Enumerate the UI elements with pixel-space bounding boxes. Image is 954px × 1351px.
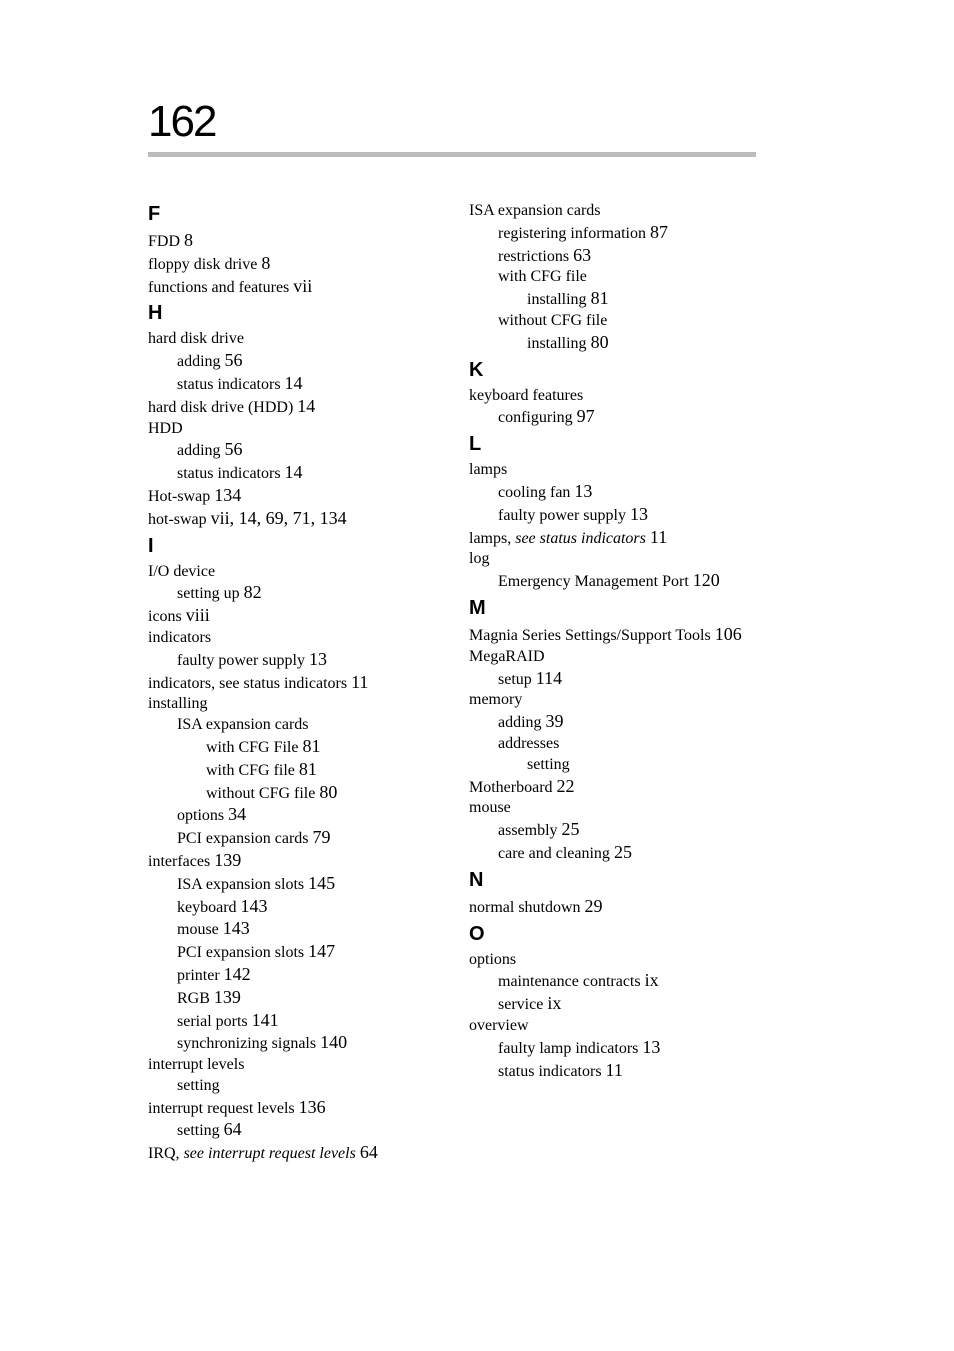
entry-page-ref: vii, 14, 69, 71, 134 bbox=[210, 507, 347, 528]
entry-page-ref: 14 bbox=[284, 372, 303, 393]
entry-page-ref: 80 bbox=[319, 781, 338, 802]
index-entry bbox=[469, 406, 769, 429]
index-entry bbox=[148, 350, 448, 373]
index-entry bbox=[469, 460, 769, 481]
index-entry bbox=[148, 276, 448, 299]
index-entry bbox=[148, 230, 448, 253]
entry-term: lamps bbox=[469, 461, 508, 479]
entry-page-ref: 143 bbox=[222, 918, 250, 939]
index-entry bbox=[148, 941, 448, 964]
entry-term: printer bbox=[177, 966, 220, 984]
entry-term: installing bbox=[527, 334, 587, 352]
entry-term: setting bbox=[527, 755, 570, 773]
entry-term: configuring bbox=[498, 409, 573, 427]
index-entry bbox=[469, 950, 769, 971]
entry-page-ref: 120 bbox=[692, 570, 720, 591]
index-entry bbox=[469, 970, 769, 993]
index-entry bbox=[469, 624, 769, 647]
index-entry bbox=[148, 605, 448, 628]
index-entry bbox=[469, 504, 769, 527]
section-letter-m: M bbox=[469, 596, 486, 619]
entry-term: interrupt request levels bbox=[148, 1099, 295, 1117]
entry-term: normal shutdown bbox=[469, 898, 581, 916]
entry-term: options bbox=[177, 807, 225, 825]
entry-page-ref: 25 bbox=[561, 819, 580, 840]
entry-term: serial ports bbox=[177, 1012, 248, 1030]
entry-page-ref: 14 bbox=[297, 395, 316, 416]
index-entry bbox=[469, 711, 769, 734]
section-letter-o: O bbox=[469, 922, 485, 945]
entry-term: interfaces bbox=[148, 852, 211, 870]
entry-term: hard disk drive (HDD) bbox=[148, 398, 294, 416]
index-entry bbox=[148, 628, 448, 649]
entry-page-ref: 8 bbox=[261, 252, 271, 273]
index-entry bbox=[148, 508, 448, 531]
entry-page-ref: 142 bbox=[223, 963, 251, 984]
entry-page-ref: 136 bbox=[298, 1096, 326, 1117]
entry-page-ref: 114 bbox=[535, 667, 563, 688]
entry-term: functions and features bbox=[148, 278, 290, 296]
entry-term: faulty power supply bbox=[177, 651, 305, 669]
entry-page-ref: vii bbox=[293, 275, 313, 296]
entry-term: adding bbox=[498, 714, 542, 732]
entry-page-ref: 139 bbox=[214, 849, 242, 870]
entry-page-ref: 87 bbox=[649, 221, 668, 242]
entry-page-ref: 14 bbox=[284, 462, 303, 483]
index-entry bbox=[469, 896, 769, 919]
entry-term: setting up bbox=[177, 585, 240, 603]
entry-term: registering information bbox=[498, 224, 646, 242]
index-entry bbox=[148, 672, 448, 695]
index-entry bbox=[148, 850, 448, 873]
entry-term: installing bbox=[527, 291, 587, 309]
entry-page-ref: 97 bbox=[576, 406, 595, 427]
entry-page-ref: 13 bbox=[308, 648, 327, 669]
entry-term: PCI expansion cards bbox=[177, 830, 309, 848]
index-entry bbox=[469, 332, 769, 355]
entry-term: memory bbox=[469, 691, 523, 709]
index-entry bbox=[148, 736, 448, 759]
index-entry bbox=[469, 993, 769, 1016]
section-letter-k: K bbox=[469, 358, 484, 381]
index-column-right bbox=[469, 201, 769, 1082]
index-entry bbox=[469, 1060, 769, 1083]
entry-term: setting bbox=[177, 1076, 220, 1094]
entry-term: hot-swap bbox=[148, 510, 207, 528]
section-letter-n: N bbox=[469, 868, 484, 891]
entry-term: with CFG File bbox=[206, 738, 299, 756]
section-letter-f: F bbox=[148, 203, 161, 225]
index-entry bbox=[469, 311, 769, 332]
entry-term: faulty lamp indicators bbox=[498, 1039, 639, 1057]
entry-term: IRQ, bbox=[148, 1145, 180, 1163]
entry-term: ISA expansion cards bbox=[177, 716, 309, 734]
index-entry bbox=[469, 267, 769, 288]
index-entry bbox=[469, 647, 769, 668]
index-entry bbox=[148, 715, 448, 736]
entry-term: restrictions bbox=[498, 247, 570, 265]
page-number: 162 bbox=[148, 97, 216, 146]
entry-page-ref: 56 bbox=[224, 439, 243, 460]
index-entry bbox=[148, 649, 448, 672]
index-entry bbox=[469, 842, 769, 865]
entry-page-ref: 11 bbox=[649, 526, 668, 547]
entry-term: icons bbox=[148, 608, 182, 626]
index-entry bbox=[469, 481, 769, 504]
entry-term: hard disk drive bbox=[148, 330, 244, 348]
entry-see-reference: see status indicators bbox=[515, 529, 646, 547]
entry-term: assembly bbox=[498, 822, 558, 840]
entry-page-ref: 29 bbox=[584, 895, 603, 916]
entry-term: adding bbox=[177, 353, 221, 371]
entry-page-ref: 22 bbox=[556, 775, 575, 796]
entry-term: without CFG file bbox=[498, 311, 608, 329]
index-entry bbox=[469, 1037, 769, 1060]
entry-term: indicators, see status indicators bbox=[148, 674, 348, 692]
entry-term: RGB bbox=[177, 989, 210, 1007]
entry-term: options bbox=[469, 950, 517, 968]
entry-term: cooling fan bbox=[498, 483, 571, 501]
entry-term: HDD bbox=[148, 419, 183, 437]
index-entry bbox=[469, 1016, 769, 1037]
entry-term: faulty power supply bbox=[498, 506, 626, 524]
index-entry bbox=[148, 782, 448, 805]
index-entry bbox=[148, 987, 448, 1010]
entry-term: care and cleaning bbox=[498, 844, 610, 862]
index-entry bbox=[469, 668, 769, 691]
entry-term: PCI expansion slots bbox=[177, 944, 305, 962]
entry-page-ref: 81 bbox=[298, 758, 317, 779]
entry-page-ref: 106 bbox=[714, 623, 742, 644]
entry-term: service bbox=[498, 996, 544, 1014]
entry-page-ref: 25 bbox=[613, 841, 632, 862]
index-entry bbox=[469, 386, 769, 407]
index-entry bbox=[148, 1097, 448, 1120]
index-entry bbox=[469, 288, 769, 311]
index-entry bbox=[148, 396, 448, 419]
entry-term: lamps, bbox=[469, 529, 512, 547]
entry-page-ref: viii bbox=[185, 605, 210, 626]
entry-see-reference: see interrupt request levels bbox=[183, 1145, 356, 1163]
entry-term: maintenance contracts bbox=[498, 973, 641, 991]
entry-term: overview bbox=[469, 1016, 529, 1034]
entry-term: installing bbox=[148, 695, 208, 713]
entry-term: addresses bbox=[498, 734, 560, 752]
entry-term: status indicators bbox=[498, 1062, 602, 1080]
entry-page-ref: 11 bbox=[605, 1059, 623, 1080]
entry-term: floppy disk drive bbox=[148, 255, 258, 273]
index-entry bbox=[469, 755, 769, 776]
index-entry bbox=[148, 804, 448, 827]
index-entry bbox=[148, 964, 448, 987]
entry-term: without CFG file bbox=[206, 784, 316, 802]
index-entry bbox=[469, 245, 769, 268]
entry-page-ref: 140 bbox=[320, 1032, 348, 1053]
entry-term: log bbox=[469, 550, 490, 568]
index-entry bbox=[469, 690, 769, 711]
entry-term: keyboard features bbox=[469, 386, 584, 404]
index-entry bbox=[148, 827, 448, 850]
section-letter-l: L bbox=[469, 433, 482, 456]
entry-term: indicators bbox=[148, 628, 212, 646]
entry-page-ref: 80 bbox=[590, 331, 609, 352]
entry-page-ref: 8 bbox=[184, 230, 194, 250]
index-entry bbox=[469, 527, 769, 550]
entry-page-ref: ix bbox=[644, 970, 659, 991]
entry-page-ref: 13 bbox=[629, 503, 648, 524]
index-entry bbox=[148, 582, 448, 605]
index-entry bbox=[148, 462, 448, 485]
index-entry bbox=[469, 819, 769, 842]
index-entry bbox=[148, 485, 448, 508]
entry-page-ref: 64 bbox=[223, 1119, 242, 1140]
index-column-left bbox=[148, 201, 448, 1165]
entry-page-ref: 82 bbox=[243, 582, 262, 603]
entry-term: ISA expansion slots bbox=[177, 875, 305, 893]
entry-term: status indicators bbox=[177, 465, 281, 483]
entry-page-ref: 39 bbox=[545, 711, 564, 732]
entry-page-ref: 147 bbox=[308, 941, 336, 962]
index-entry bbox=[469, 798, 769, 819]
entry-term: interrupt levels bbox=[148, 1056, 245, 1074]
index-entry bbox=[148, 562, 448, 583]
entry-page-ref: 145 bbox=[308, 872, 336, 893]
entry-page-ref: 134 bbox=[214, 484, 242, 505]
entry-page-ref: 13 bbox=[574, 480, 593, 501]
entry-term: I/O device bbox=[148, 562, 216, 580]
entry-term: Hot-swap bbox=[148, 487, 211, 505]
entry-term: ISA expansion cards bbox=[469, 202, 601, 219]
index-entry bbox=[148, 1055, 448, 1076]
header-rule bbox=[148, 152, 756, 157]
entry-page-ref: 64 bbox=[359, 1142, 378, 1163]
index-entry bbox=[469, 570, 769, 593]
section-letter-h: H bbox=[148, 302, 163, 325]
entry-page-ref: 11 bbox=[351, 671, 369, 692]
index-entry bbox=[469, 776, 769, 799]
index-entry bbox=[148, 1032, 448, 1055]
entry-term: synchronizing signals bbox=[177, 1035, 317, 1053]
entry-page-ref: 143 bbox=[240, 895, 268, 916]
entry-page-ref: 81 bbox=[590, 288, 609, 309]
entry-term: adding bbox=[177, 442, 221, 460]
entry-term: Emergency Management Port bbox=[498, 573, 689, 591]
index-entry bbox=[148, 439, 448, 462]
index-entry bbox=[148, 873, 448, 896]
index-entry bbox=[148, 1142, 448, 1165]
index-entry bbox=[469, 549, 769, 570]
index-entry bbox=[148, 253, 448, 276]
index-entry bbox=[148, 896, 448, 919]
index-entry bbox=[148, 1076, 448, 1097]
entry-page-ref: 13 bbox=[642, 1036, 661, 1057]
entry-term: MegaRAID bbox=[469, 647, 545, 665]
entry-page-ref: 79 bbox=[312, 827, 331, 848]
entry-page-ref: 141 bbox=[251, 1009, 279, 1030]
index-entry bbox=[148, 1119, 448, 1142]
entry-term: with CFG file bbox=[206, 761, 295, 779]
index-entry bbox=[148, 759, 448, 782]
section-letter-i: I bbox=[148, 534, 154, 557]
entry-term: status indicators bbox=[177, 375, 281, 393]
index-entry bbox=[148, 1010, 448, 1033]
index-entry bbox=[148, 694, 448, 715]
entry-page-ref: ix bbox=[547, 993, 562, 1014]
index-entry bbox=[148, 419, 448, 440]
index-entry bbox=[469, 734, 769, 755]
index-entry bbox=[469, 222, 769, 245]
entry-term: setting bbox=[177, 1122, 220, 1140]
entry-page-ref: 81 bbox=[302, 735, 321, 756]
entry-page-ref: 63 bbox=[573, 244, 592, 265]
entry-page-ref: 139 bbox=[213, 986, 241, 1007]
index-entry bbox=[469, 201, 769, 222]
index-entry bbox=[148, 373, 448, 396]
entry-page-ref: 34 bbox=[228, 804, 247, 825]
entry-term: mouse bbox=[177, 921, 219, 939]
index-entry bbox=[148, 918, 448, 941]
entry-term: setup bbox=[498, 670, 532, 688]
entry-term: mouse bbox=[469, 799, 511, 817]
entry-page-ref: 56 bbox=[224, 350, 243, 371]
entry-term: FDD bbox=[148, 233, 181, 250]
entry-term: Motherboard bbox=[469, 778, 553, 796]
entry-term: keyboard bbox=[177, 898, 237, 916]
entry-term: Magnia Series Settings/Support Tools bbox=[469, 626, 711, 644]
index-entry bbox=[148, 329, 448, 350]
entry-term: with CFG file bbox=[498, 268, 587, 286]
